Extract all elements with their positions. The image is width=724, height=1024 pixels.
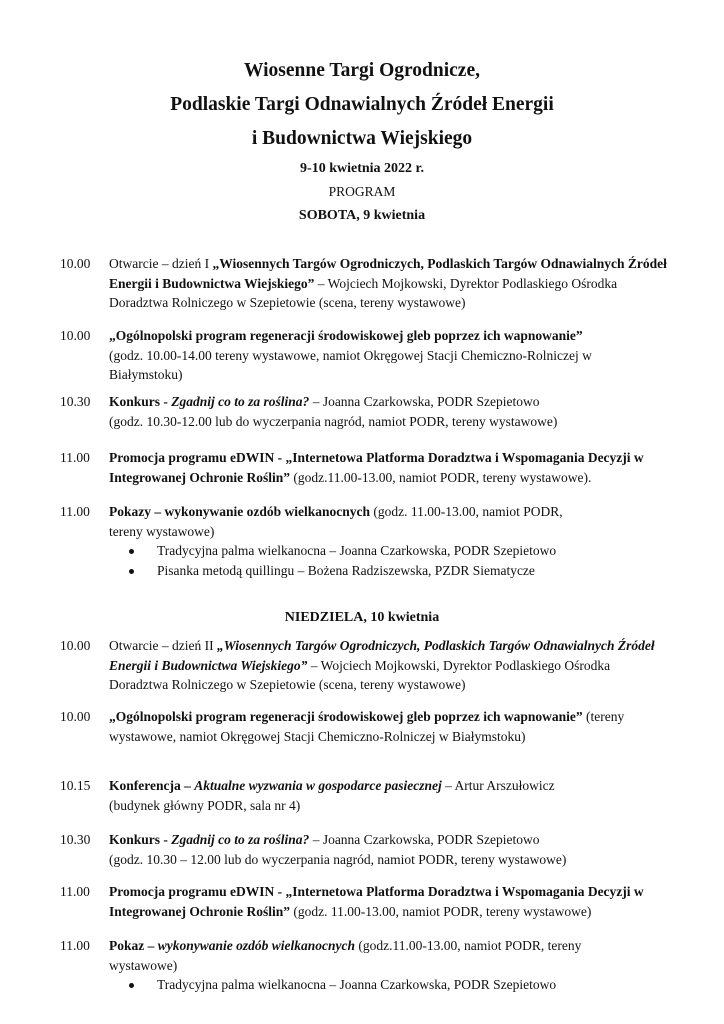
entry-presenter: – Artur Arszułowicz [441,778,555,793]
entry-description [109,254,669,313]
entry-time: 10.00 [60,638,91,653]
entry-details: (godz. 10.00-14.00 tereny wystawowe, namiot Okręgowej Stacji Chemiczno-Rolniczej w Białymstoku) [109,347,592,382]
program-entry [60,776,660,815]
bullet-item [157,541,660,561]
entry-text: Otwarcie – dzień II [109,638,217,653]
bullet-icon [129,569,134,574]
entry-description [109,326,669,385]
entry-event-type: Pokaz – [109,938,158,953]
entry-event-name: Promocja programu eDWIN - „Internetowa Platforma Doradztwa i Wspomagania Decyzji w Integrowanej Ochronie Roślin” [109,884,644,919]
entry-details: (godz. 10.30 – 12.00 lub do wyczerpania nagród, namiot PODR, tereny wystawowe) [109,851,567,867]
program-entry [60,392,660,431]
day-heading-saturday: SOBOTA, 9 kwietnia [298,208,426,223]
entry-description [109,776,669,815]
entry-event-name: Zgadnij co to za roślina? [171,832,310,847]
entry-event-name: wykonywanie ozdób wielkanocnych [157,938,356,953]
program-entry [60,326,660,385]
entry-text: – Wojciech Mojkowski, Dyrektor Podlaskiego Ośrodka Doradztwa Rolniczego w Szepietowie (scena, tereny wystawowe) [109,657,611,692]
entry-description [109,936,589,975]
entry-event-name: „Ogólnopolski program regeneracji środowiskowej gleb poprzez ich wapnowanie” [109,709,583,724]
entry-description [109,636,669,695]
entry-presenter: – Joanna Czarkowska, PODR Szepietowo [309,394,540,409]
entry-presenter: – Joanna Czarkowska, PODR Szepietowo [309,832,540,847]
entry-event-type: Konferencja – [109,778,195,793]
entry-event-name: „Wiosennych Targów Ogrodniczych, Podlaskich Targów Odnawialnych Źródeł Energii i Budownictwa Wiejskiego” [109,256,667,291]
bullet-item [157,561,660,581]
entry-details: (budynek główny PODR, sala nr 4) [109,797,301,813]
entry-event-name: Pokazy – wykonywanie ozdób wielkanocnych [109,504,371,519]
bullet-icon [129,549,134,554]
bullet-text: Pisanka metodą quillingu – Bożena Radziszewska, PZDR Siematycze [157,562,535,578]
entry-event-type: Konkurs - [109,832,172,847]
program-entry [60,502,660,580]
bullet-text: Tradycyjna palma wielkanocna – Joanna Czarkowska, PODR Szepietowo [157,977,557,992]
program-entry [60,254,667,313]
title-line-1: Wiosenne Targi Ogrodnicze, [243,60,480,81]
program-entry [60,830,660,869]
entry-time: 10.15 [60,778,91,793]
entry-time: 10.00 [60,256,91,271]
entry-event-name: „Ogólnopolski program regeneracji środowiskowej gleb poprzez ich wapnowanie” [109,328,583,343]
event-dates: 9-10 kwietnia 2022 r. [300,161,424,176]
entry-event-name: Zgadnij co to za roślina? [171,394,310,409]
entry-time: 10.00 [60,328,91,343]
title-line-2: Podlaskie Targi Odnawialnych Źródeł Energii [170,94,554,115]
entry-description [109,707,669,746]
entry-time: 11.00 [60,504,90,519]
entry-event-name: Aktualne wyzwania w gospodarce pasiecznej [194,778,442,793]
entry-details: (godz. 11.00-13.00, namiot PODR, tereny wystawowe) [109,504,563,539]
entry-event-name: „Wiosennych Targów Ogrodniczych, Podlaskich Targów Odnawialnych Źródeł Energii i Budownictwa Wiejskiego” [109,638,655,673]
entry-time: 11.00 [60,450,90,465]
entry-description [109,882,649,921]
program-entry [60,707,660,746]
entry-text: Otwarcie – dzień I [109,256,213,271]
entry-time: 10.00 [60,709,91,724]
program-entry [60,448,660,487]
entry-description [109,830,669,869]
entry-details: (godz.11.00-13.00, namiot PODR, tereny wystawowe). [290,469,592,485]
day-heading-sunday: NIEDZIELA, 10 kwietnia [284,610,440,625]
bullet-list [157,541,660,580]
entry-event-name: Promocja programu eDWIN - „Internetowa Platforma Doradztwa i Wspomagania Decyzji w Integrowanej Ochronie Roślin” [109,450,644,485]
entry-text: – Wojciech Mojkowski, Dyrektor Podlaskiego Ośrodka Doradztwa Rolniczego w Szepietowie (scena, tereny wystawowe) [109,275,618,310]
entry-description [109,392,669,431]
entry-description [109,448,649,487]
bullet-text: Tradycyjna palma wielkanocna – Joanna Czarkowska, PODR Szepietowo [157,543,557,558]
entry-time: 11.00 [60,884,90,899]
program-entry [60,936,660,995]
bullet-list [157,975,660,995]
entry-details: (godz. 11.00-13.00, namiot PODR, tereny wystawowe) [290,903,592,919]
entry-time: 11.00 [60,938,90,953]
bullet-item [157,975,660,995]
entry-details: (godz.11.00-13.00, namiot PODR, tereny wystawowe) [109,938,582,973]
program-entry [60,882,660,921]
program-label: PROGRAM [328,184,396,199]
bullet-icon [129,983,134,988]
title-line-3: i Budownictwa Wiejskiego [251,128,473,149]
entry-description [109,502,589,541]
program-entry [60,636,660,695]
entry-details: (godz. 10.30-12.00 lub do wyczerpania nagród, namiot PODR, tereny wystawowe) [109,413,558,429]
entry-details: (tereny wystawowe, namiot Okręgowej Stacji Chemiczno-Rolniczej w Białymstoku) [109,709,625,744]
entry-time: 10.30 [60,394,91,409]
entry-event-type: Konkurs - [109,394,172,409]
entry-time: 10.30 [60,832,91,847]
